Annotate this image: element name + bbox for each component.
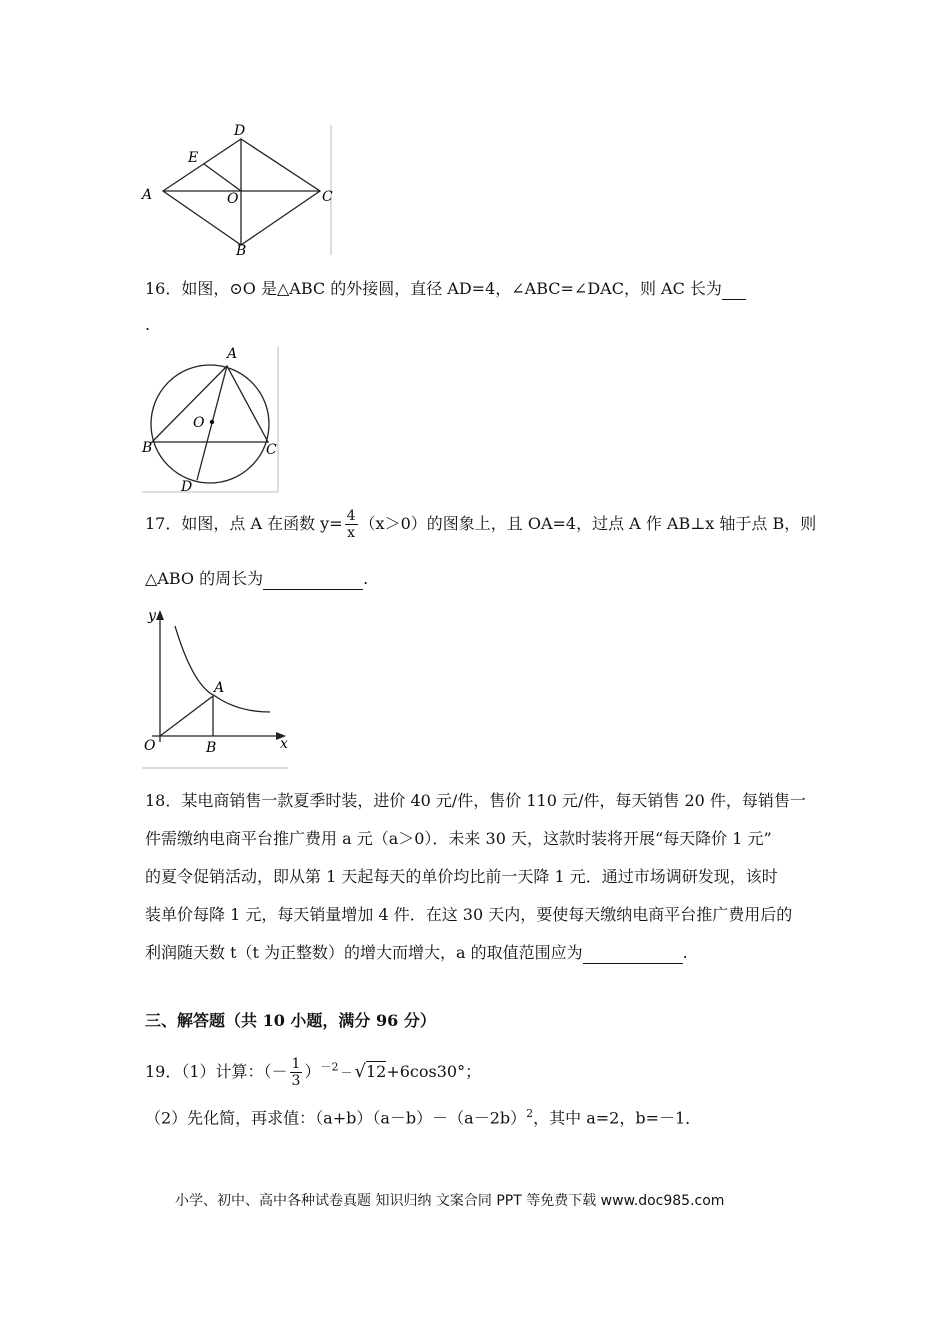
circle-figure: [138, 342, 283, 494]
q17-line2: △ABO 的周长为 .: [145, 569, 369, 588]
label-A: A: [214, 680, 225, 696]
q18-line-5: 利润随天数 t（t 为正整数）的增大而增大，a 的取值范围应为 .: [145, 943, 688, 962]
q18-line-4: 装单价每降 1 元，每天销量增加 4 件．在这 30 天内，要使每天缴纳电商平台推广费用后的: [145, 905, 793, 924]
label-O: O: [193, 415, 205, 431]
q18-line-3: 的夏令促销活动，即从第 1 天起每天的单价均比前一天降 1 元．通过市场调研发现，该时: [145, 867, 778, 886]
footer-text: 小学、初中、高中各种试卷真题 知识归纳 文案合同 PPT 等免费下载 www.doc985.com: [175, 1193, 725, 1209]
fraction-4-over-x: $\frac{4}{x}$: [346, 508, 356, 541]
fraction-1-over-3: $\frac{1}{3}$: [291, 1056, 301, 1089]
sqrt-12: √12: [354, 1061, 387, 1082]
rhombus-figure: [138, 120, 338, 258]
q16-text: 16．如图，⊙O 是△ABC 的外接圆，直径 AD=4，∠ABC=∠DAC，则 AC 长为: [145, 278, 746, 300]
label-A: A: [142, 187, 153, 203]
label-B: B: [206, 740, 217, 756]
label-C: C: [266, 442, 277, 458]
label-y: y: [148, 608, 156, 624]
label-O: O: [144, 738, 156, 754]
q16-period: .: [145, 315, 151, 334]
q17-text: 17．如图，点 A 在函数 y= $\frac{4}{x}$ （x＞0）的图象上，且 OA=4，过点 A 作 AB⊥x 轴于点 B，则: [145, 508, 817, 541]
q19-part1: 19．（1）计算：（－ $\frac{1}{3}$ ）$^{-2}$ － √12+6cos30°；: [145, 1056, 482, 1089]
label-O: O: [227, 191, 239, 207]
label-B: B: [142, 440, 153, 456]
q19-part2: （2）先化简，再求值：$(a+b)(a-b)-(a-2b)^2$，其中 a=2，b=－1．: [145, 1107, 702, 1128]
label-B: B: [236, 243, 247, 258]
q18-line-2: 件需缴纳电商平台推广费用 a 元（a＞0）．未来 30 天，这款时装将开展“每天降价 1 元”: [145, 829, 772, 848]
label-E: E: [188, 150, 199, 166]
label-x: x: [280, 736, 288, 752]
label-D: D: [181, 479, 193, 494]
label-C: C: [322, 189, 333, 205]
label-A: A: [227, 346, 238, 362]
function-graph-figure: [138, 602, 293, 770]
section-title: 三、解答题（共 10 小题，满分 96 分）: [145, 1011, 436, 1030]
q18-line-1: 18．某电商销售一款夏季时装，进价 40 元/件，售价 110 元/件，每天销售 20 件，每销售一: [145, 791, 806, 810]
label-D: D: [234, 123, 246, 139]
